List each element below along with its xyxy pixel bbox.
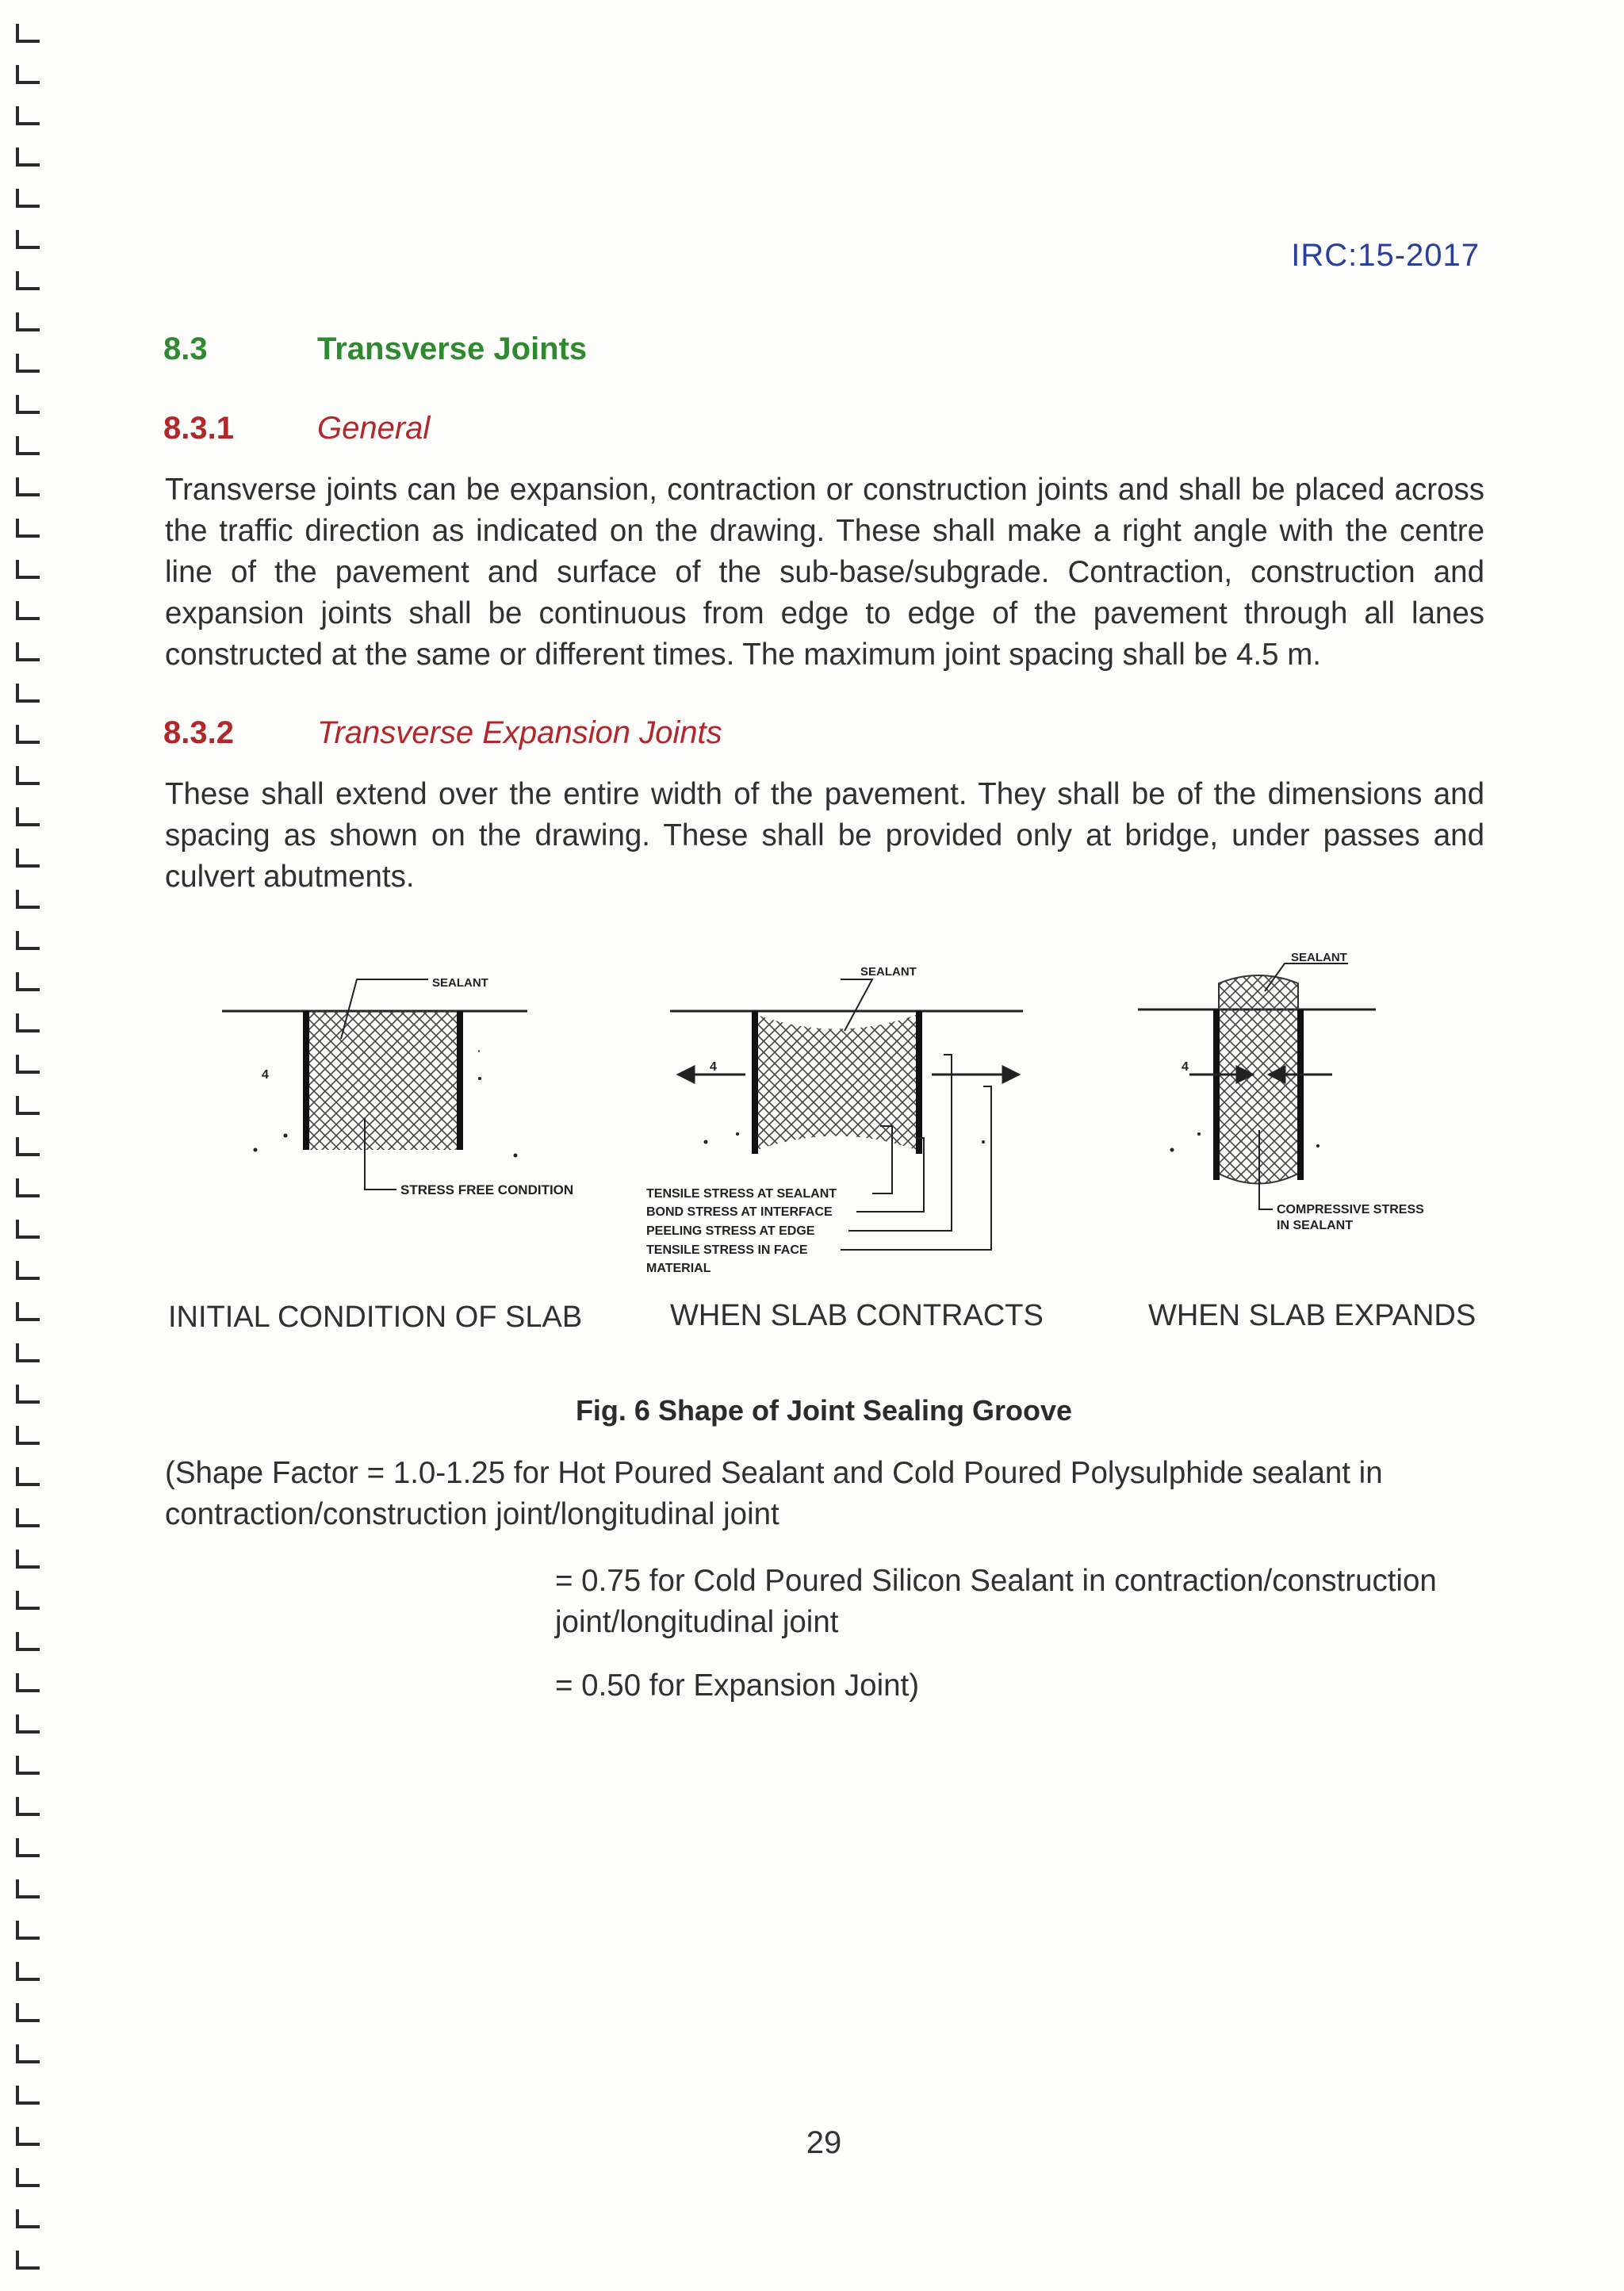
shape-factor-line-3: = 0.50 for Expansion Joint) xyxy=(555,1668,920,1703)
panel-initial-condition xyxy=(222,976,573,1197)
expansion-paragraph: These shall extend over the entire width of the pavement. They shall be of the dimensions and spacing as shown on the drawing. These shall be provided only at bridge, under passes and culvert abutments. xyxy=(165,777,1484,894)
caption-slab-expands: WHEN SLAB EXPANDS xyxy=(1148,1299,1477,1332)
document-id: IRC:15-2017 xyxy=(1291,238,1480,273)
in-sealant-label: IN SEALANT xyxy=(1277,1219,1353,1232)
sealant-label: SEALANT xyxy=(432,976,488,990)
panel-slab-expands xyxy=(1138,951,1424,1232)
page-number: 29 xyxy=(806,2125,842,2160)
spiral-binding xyxy=(0,0,63,2291)
section-heading xyxy=(163,331,587,367)
figure-title: Fig. 6 Shape of Joint Sealing Groove xyxy=(575,1394,1073,1427)
joint-groove-figure xyxy=(159,936,1507,1293)
subsection-title: General xyxy=(317,411,431,446)
general-paragraph: Transverse joints can be expansion, contraction or construction joints and shall be placed across the traffic direction as indicated on the drawing. These shall make a right angle with the centre line of the pavement and surface of the sub-base/subgrade. Contraction, construction and expansion joints shall be continuous from edge to edge of the pavement through all lanes constructed at the same or different times. The maximum joint spacing shall be 4.5 m. xyxy=(165,473,1484,672)
subsection-heading-expansion xyxy=(163,715,722,751)
panel-slab-contracts xyxy=(646,965,1023,1275)
subsection-title: Transverse Expansion Joints xyxy=(317,715,722,750)
caption-initial-condition: INITIAL CONDITION OF SLAB xyxy=(168,1301,583,1334)
subsection-number: 8.3.1 xyxy=(163,411,234,446)
caption-slab-contracts: WHEN SLAB CONTRACTS xyxy=(670,1299,1044,1332)
sealant-label: SEALANT xyxy=(1291,951,1347,964)
section-title: Transverse Joints xyxy=(317,331,588,366)
compressive-stress-label: COMPRESSIVE STRESS xyxy=(1277,1203,1424,1216)
subsection-heading-general xyxy=(163,411,430,446)
bond-stress-label: BOND STRESS AT INTERFACE xyxy=(646,1205,833,1219)
shape-factor-line-2: = 0.75 for Cold Poured Silicon Sealant in contraction/construction joint/longitudinal joint xyxy=(555,1564,1437,1639)
tensile-stress-sealant-label: TENSILE STRESS AT SEALANT xyxy=(646,1187,837,1201)
svg-text:4: 4 xyxy=(262,1068,269,1082)
tensile-stress-face-label: TENSILE STRESS IN FACE xyxy=(646,1243,808,1257)
svg-text:4: 4 xyxy=(1182,1060,1189,1074)
sealant-label: SEALANT xyxy=(860,965,917,979)
shape-factor-line-1: (Shape Factor = 1.0-1.25 for Hot Poured Sealant and Cold Poured Polysulphide sealant in contraction/construction joint/longitudinal joint xyxy=(165,1456,1383,1531)
section-number: 8.3 xyxy=(163,331,208,366)
subsection-number: 8.3.2 xyxy=(163,715,234,750)
stress-free-label: STRESS FREE CONDITION xyxy=(400,1182,574,1197)
svg-text:·: · xyxy=(477,1044,481,1057)
svg-text:4: 4 xyxy=(710,1060,717,1074)
peeling-stress-label: PEELING STRESS AT EDGE xyxy=(646,1224,815,1238)
material-label: MATERIAL xyxy=(646,1262,711,1275)
